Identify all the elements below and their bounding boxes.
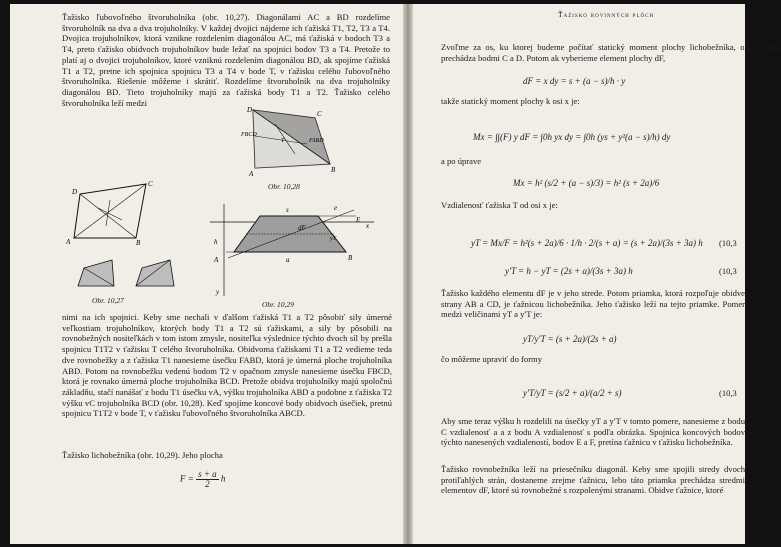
right-para-rewrite: čo môžeme upraviť do formy xyxy=(441,354,543,364)
fig29-label-B: B xyxy=(348,254,353,262)
figure-10-29 xyxy=(206,200,376,300)
formula-trapezoid-area: F = $\frac{s + a}{2}$ h xyxy=(180,469,226,489)
eq-number-2: (10,3 xyxy=(719,266,737,276)
right-para-construction: Aby sme teraz výšku h rozdelili na úsečky yT a y′T v tomto pomere, nanesieme z bodu C vzdialenosť a a z bodu A vzdialenosť s podľa obrázka. Spojnica koncových bodov týchto nanesených vzdialeností, bodov E a F, pretína ťažnicu v ťažisku lichobežníka. xyxy=(441,416,745,448)
fig29-label-y: y xyxy=(216,288,220,296)
right-para-parallelogram: Ťažisko rovnobežníka leží na priesečníku diagonál. Keby sme spojili stredy dvoch protiľahlých strán, dostaneme zrejme ťažnicu, lebo táto priamka prechádza stredmi elementov dF, ktoré sú rovnobežné s rozpolenými stranami. Obidve ťažnice, ktoré xyxy=(441,464,745,496)
fig27-label-B: B xyxy=(136,239,141,247)
fig29-label-E: E xyxy=(356,216,361,224)
caption-fig-10-29: Obr. 10,29 xyxy=(262,300,294,309)
left-para-quadrilateral: Ťažisko ľubovoľného štvoruholníka (obr. 10,27). Diagonálami AC a BD rozdelíme štvoruholník na dva a dva trojuholníky. V každej dvojici nájdeme ich ťažiská T1, T2, T3 a T4. Dvojica trojuholníkov, ktorá vznikne rozdelením diagonálou AC, má ťažiská v bodoch T3 a T4, preto ťažisko obidvoch trojuholníkov bude ležať na spojnici bodov T3 a T4. Pretože to platí aj o dvojici trojuholníkov, ktoré vzniknú rozdelením diagonálou BD, ak spojíme ťažiská T1 a T2, pretne ich spojnica spojnicu T3 a T4 v bode T, v ťažisku celého ľubovoľného štvoruholníka. Riešenie môžeme i skrátiť. Rozdelíme štvoruholník na dva trojuholníky diagonálou BD. Tieto trojuholníky majú za ťažiská body T1 a T2. Ťažisko celého štvoruholníka leží medzi xyxy=(62,12,390,108)
eq-ratio: yT/y′T = (s + 2a)/(2s + a) xyxy=(523,334,617,344)
book-gutter xyxy=(403,4,413,544)
fig28-label-B: B xyxy=(331,166,336,174)
fig29-label-A: A xyxy=(214,256,219,264)
fig28-label-C: C xyxy=(317,110,322,118)
left-para-forces: nimi na ich spojnici. Keby sme nechali v ďalšom ťažiská T1 a T2 pôsobiť sily úmerné veľkostiam trojuholníkov, ktorých body T1 a T2 sú ťažiskami, a sily by pôsobili na rovnobežných nositeľkách v tom istom zmysle, nositeľka výslednice týchto dvoch síl by prešla spojnicu T1T2 v ťažisku T celého štvoruholníka. Obidvoma ťažiskami T1 a T2 vedieme teda dve rovnobežky a z ťažiska T1 nanesieme úsečku FABD, ktorá je úmerná ploche trojuholníka ABD. Potom na rovnobežku vedenú bodom T2 v opačnom zmysle nanesieme úsečku FBCD, ktorá je rovnako úmerná ploche trojuholníka BCD. Pretože obidva trojuholníky majú spoločnú základňu, stačí nanášať z bodu T1 úsečku vA, výšku trojuholníka ABD a podobne z ťažiska T2 výšku vC trojuholníka BCD (obr. 10,28). Keď spojíme koncové body obidvoch úsečiek, pretnú spojnicu T1T2 v bode T, v ťažisku ľubovoľného štvoruholníka ABCD. xyxy=(62,312,392,419)
eq-Mx-integral: Mx = ∫∫(F) y dF = ∫0h yx dy = ∫0h (ys + y²(a − s)/h) dy xyxy=(473,132,671,142)
right-para-after: a po úprave xyxy=(441,156,482,166)
fig27-label-C: C xyxy=(148,180,153,188)
right-para-distance: Vzdialenosť ťažiska T od osi x je: xyxy=(441,200,558,210)
caption-fig-10-28: Obr. 10,28 xyxy=(268,182,300,191)
eq-ratio-inverse: y′T/yT = (s/2 + a)/(a/2 + s) xyxy=(523,388,622,398)
eq-number-3: (10,3 xyxy=(719,388,737,398)
left-para-trapezoid-centroid: Ťažisko lichobežníka (obr. 10,29). Jeho plocha xyxy=(62,450,223,460)
figure-10-28 xyxy=(235,102,345,182)
eq-number-1: (10,3 xyxy=(719,238,737,248)
running-head: Ťažisko rovinných plôch xyxy=(558,10,655,19)
fig28-label-Fabd: FABD xyxy=(309,138,324,144)
fig27-label-A: A xyxy=(66,238,71,246)
fig29-label-s: s xyxy=(286,206,289,214)
right-page xyxy=(413,4,781,544)
fig28-label-D: D xyxy=(247,106,253,114)
eq-yT: yT = Mx/F = h²(s + 2a)/6 · 1/h · 2/(s + a) = (s + 2a)/(3s + 3a) h xyxy=(471,238,703,248)
fig29-label-dF: dF xyxy=(298,224,306,232)
caption-fig-10-27: Obr. 10,27 xyxy=(92,296,124,305)
fig28-label-T: T xyxy=(281,138,285,144)
fig29-label-a: a xyxy=(286,256,290,264)
fig28-label-A: A xyxy=(249,170,254,178)
fig29-label-x: x xyxy=(366,222,370,230)
fig29-label-yT: yT xyxy=(330,236,336,242)
fig29-label-e: e xyxy=(334,204,338,212)
fig29-label-h: h xyxy=(214,238,218,246)
eq-dF: dF = x dy = s + (a − s)/h · y xyxy=(523,76,626,86)
fig28-label-Fbcd: FBCD xyxy=(241,132,257,138)
right-para-static-moment: takže statický moment plochy k osi x je: xyxy=(441,96,580,106)
fig27-label-D: D xyxy=(72,188,78,196)
right-para-axis: Zvoľme za os, ku ktorej budeme počítať statický moment plochy lichobežníka, os x, ktorá prechádza bodmi C a D. Potom ak vyberieme element plochy dF, xyxy=(441,42,781,63)
eq-yT-prime: y′T = h − yT = (2s + a)/(3s + 3a) h xyxy=(505,266,633,276)
eq-Mx-result: Mx = h² (s/2 + (a − s)/3) = h² (s + 2a)/6 xyxy=(513,178,660,188)
right-para-median: Ťažisko každého elementu dF je v jeho strede. Potom priamka, ktorá rozpoľuje obidve strany AB a CD, je ťažnicou lichobežníka. Jeho ťažisko leží na tejto priamke. Pomer medzi veličinami yT a y′T je: xyxy=(441,288,745,320)
left-page xyxy=(10,4,403,544)
figure-10-27 xyxy=(66,180,190,292)
